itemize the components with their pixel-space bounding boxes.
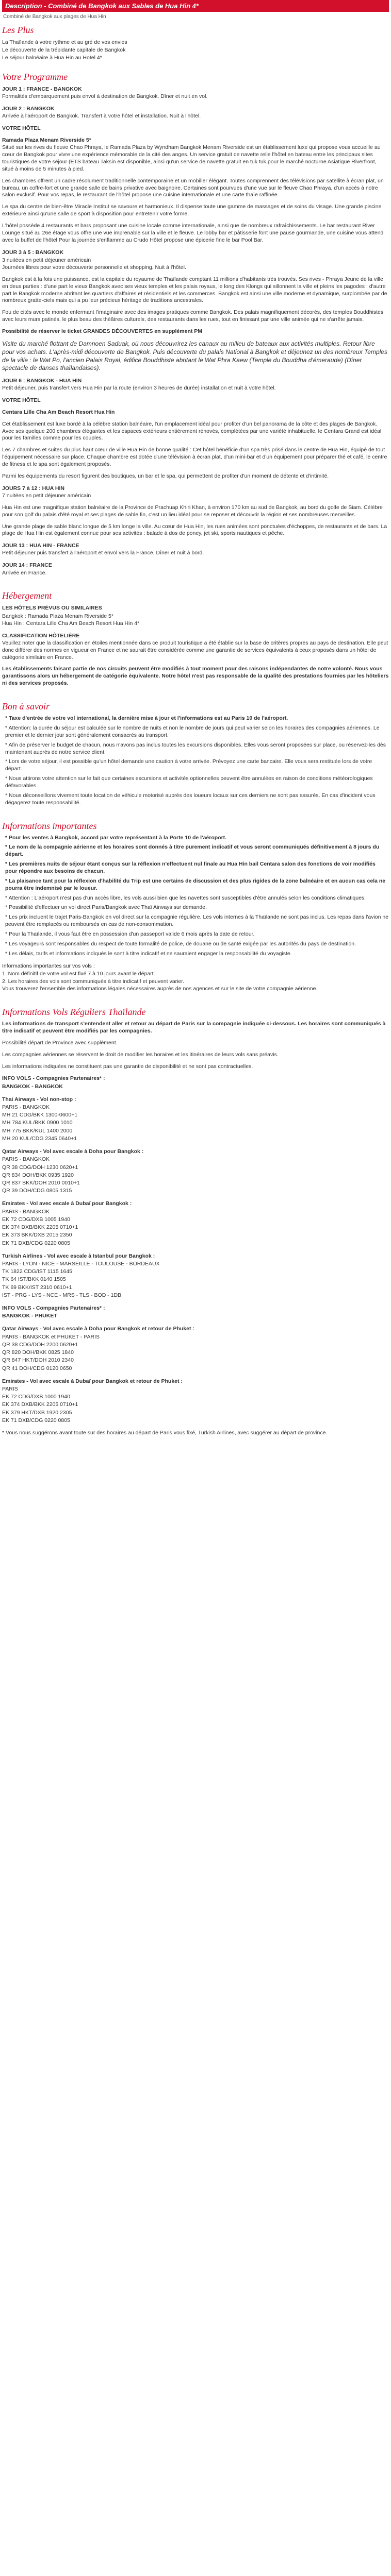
day-text: Formalités d'embarquement puis envol à destination de Bangkok. Dîner et nuit en vol. bbox=[2, 93, 208, 99]
flight-line: EK 71 DXB/CDG 0220 0805 bbox=[2, 1240, 70, 1246]
vols-intro: Les informations de transport s'entendent aller et retour au départ de Paris sur la compagnie indiquée ci-dessous. Les horaires sont communiqués à titre indicatif et peuvent être modifiés par les compagnies. bbox=[2, 1021, 386, 1034]
day-text: Petit déjeuner puis transfert à l'aéroport et envol vers la France. Dîner et nuit à bord. bbox=[2, 550, 204, 556]
day-line: Journées libres pour votre découverte personnelle et shopping. Nuit à l'hôtel. bbox=[2, 264, 186, 270]
list-item: * Pour les ventes à Bangkok, accord par votre représentant à la Porte 10 de l'aéroport. bbox=[5, 835, 389, 842]
flight-line: EK 72 CDG/DXB 1005 1940 bbox=[2, 1216, 70, 1223]
section-heading-programme: Votre Programme bbox=[2, 71, 68, 82]
flight-line: MH 21 CDG/BKK 1300-0600+1 bbox=[2, 1112, 78, 1118]
page-subtitle: Combiné de Bangkok aux plages de Hua Hin bbox=[3, 14, 106, 20]
flight-line: BANGKOK - PHUKET bbox=[2, 1313, 57, 1319]
flight-line: QR 834 DOH/BKK 0935 1920 bbox=[2, 1172, 74, 1178]
day-description: Fou de cités avec le monde enfermant l'imaginaire avec des images pratiques comme Bangkok. Des palais magnifiquement décorés, des temples Bouddhistes avec leurs murs patinés, le plus beau des théâtres culturels, des restaurants dans les rues, tout en finissant par une ville animée qui ne s'arrête jamais. bbox=[2, 309, 384, 323]
infos-note: Informations importantes sur vos vols : bbox=[2, 962, 95, 969]
list-item: * Lors de votre séjour, il est possible qu'un hôtel demande une caution à votre arrivée. Prévoyez une carte bancaire. Elle vous sera restituée lors de votre départ. bbox=[5, 758, 389, 773]
list-item: * Attention: la durée du séjour est calculée sur le nombre de nuits et non le nombre de jours qui peut varier selon les horaires des compagnies aériennes. Le premier et le dernier jour sont généralement consacrés au transport. bbox=[5, 725, 389, 739]
flight-line: MH 784 KUL/BKK 0900 1010 bbox=[2, 1120, 73, 1126]
flight-line: QR 38 CDG/DOH 2200 0620+1 bbox=[2, 1341, 78, 1348]
day-title: JOUR 1 : FRANCE - BANGKOK bbox=[2, 86, 82, 92]
list-item: * Nous déconseillons vivement toute location de véhicule motorisé auprès des loueurs locaux sur ces derniers ne sont pas assurés. En cas d'incident vous dégagerez toute responsabilité. bbox=[5, 792, 389, 807]
flight-line: EK 374 DXB/BKK 2205 0710+1 bbox=[2, 1401, 78, 1408]
day-description: Une grande plage de sable blanc longue de 5 km longe la ville. Au cœur de Hua Hin, les rues animées sont ponctuées d'échoppes, de restaurants et de bars. La plage de Hua Hin est également connue pour ses activités : balade à dos de poney, jet ski, sports nautiques et pêche. bbox=[2, 523, 387, 537]
flight-block-title: Thai Airways - Vol non-stop : bbox=[2, 1096, 76, 1103]
vols-intro: Possibilité départ de Province avec supplément. bbox=[2, 1039, 118, 1046]
classification-text: Les établissements faisant partie de nos circuits peuvent être modifiés à tout moment pour des raisons indépendantes de notre volonté. Nous vous garantissons alors un hébergement de catégorie équivalente. Notre hôtel n'est pas responsable de la qualité des prestations fournies par les hôteliers ni des services proposés. bbox=[2, 666, 389, 687]
flight-line: PARIS bbox=[2, 1386, 18, 1393]
flight-line: MH 20 KUL/CDG 2345 0640+1 bbox=[2, 1135, 77, 1142]
flight-line: BANGKOK - BANGKOK bbox=[2, 1083, 63, 1090]
vols-intro: Les informations indiquées ne constituent pas une garantie de disponibilité et ne sont pas contractuelles. bbox=[2, 1063, 253, 1070]
list-item: * Le nom de la compagnie aérienne et les horaires sont donnés à titre purement indicatif et vous seront communiqués définitivement à 8 jours du départ. bbox=[5, 844, 389, 858]
flight-line: EK 71 DXB/CDG 0220 0805 bbox=[2, 1417, 70, 1423]
day-description: Hua Hin est une magnifique station balnéaire de la Province de Prachuap Khiri Khan, à environ 170 km au sud de Bangkok, au bord du golfe de Siam. Célèbre pour son golf du palais d'été royal et ses plages de sable fin, c'est un lieu idéal pour se reposer et découvrir la région et ses nombreuses merveilles. bbox=[2, 504, 383, 518]
flight-line: TK 64 IST/BKK 0140 1505 bbox=[2, 1276, 66, 1283]
flight-block-title: INFO VOLS - Compagnies Partenaires* : bbox=[2, 1305, 105, 1312]
hebergement-line: Bangkok : Ramada Plaza Menam Riverside 5* bbox=[2, 613, 113, 619]
day-title: JOUR 13 : HUA HIN - FRANCE bbox=[2, 543, 79, 549]
day-title: JOUR 2 : BANGKOK bbox=[2, 105, 55, 112]
section-heading-vols: Informations Vols Réguliers Thaïlande bbox=[2, 1007, 146, 1018]
flight-block bbox=[2, 1252, 389, 1299]
list-item: * Nous attirons votre attention sur le fait que certaines excursions et activités optionnelles peuvent être annulées en raison de conditions météorologiques défavorables. bbox=[5, 775, 389, 790]
list-item: * Les prix incluent le trajet Paris-Bangkok en vol direct sur la compagnie régulière. Les vols internes à la Thaïlande ne sont pas inclus. Les repas dans l'avion ne peuvent être remplacés ou remboursés en cas de non-consommation. bbox=[5, 914, 389, 928]
flight-block-title: Emirates - Vol avec escale à Dubaï pour Bangkok : bbox=[2, 1200, 132, 1207]
day-title: JOUR 14 : FRANCE bbox=[2, 562, 52, 569]
list-item: * Les premières nuits de séjour étant conçus sur la réflexion n'effectuent nul finale au Hua Hin bail Centara salon des fonctions de voir modifiés pour répondre aux besoins de chacun. bbox=[5, 861, 389, 875]
bon-savoir-list bbox=[2, 715, 389, 806]
flight-line: IST - PRG - LYS - NCE - MRS - TLS - BOD - 1DB bbox=[2, 1292, 122, 1298]
day-text: Arrivée en France. bbox=[2, 569, 47, 576]
flight-block bbox=[2, 1304, 389, 1320]
flight-block bbox=[2, 1200, 389, 1247]
flight-line: MH 775 BKK/KUL 1400 2000 bbox=[2, 1127, 73, 1134]
list-item: * Taxe d'entrée de votre vol international, la dernière mise à jour et l'informations est au Paris 10 de l'aéroport. bbox=[5, 715, 389, 722]
hotel-label: VOTRE HÔTEL bbox=[2, 125, 41, 131]
hotel-description: Le spa du centre de bien-être Miracle Institut se savoure et harmonieux. Il dispense toute une gamme de massages et de soins du visage. Une grande piscine extérieure ainsi qu'une salle de sport à disposition pour entretenir votre forme. bbox=[2, 204, 382, 217]
list-item: * Les voyageurs sont responsables du respect de toute formalité de police, de douane ou de santé exigée par les autorités du pays de destination. bbox=[5, 941, 389, 948]
flight-line: PARIS - BANGKOK bbox=[2, 1208, 50, 1215]
flight-line: PARIS - LYON - NICE - MARSEILLE - TOULOUSE - BORDEAUX bbox=[2, 1260, 160, 1267]
flight-line: QR 847 HKT/DOH 2010 2340 bbox=[2, 1357, 74, 1364]
day-title: JOUR 6 : BANGKOK - HUA HIN bbox=[2, 378, 82, 384]
flight-line: PARIS - BANGKOK bbox=[2, 1156, 50, 1163]
section-heading-plus: Les Plus bbox=[2, 25, 34, 35]
day-text: Petit déjeuner, puis transfert vers Hua Hin par la route (environ 3 heures de durée) installation et nuit à votre hôtel. bbox=[2, 385, 276, 392]
flight-block bbox=[2, 1075, 389, 1090]
flight-block bbox=[2, 1378, 389, 1425]
plus-item: Le séjour balnéaire à Hua Hin au Hotel 4* bbox=[2, 55, 102, 61]
list-item: * Les délais, tarifs et informations indiqués le sont à titre indicatif et ne sauraient engager la responsabilité du voyagiste. bbox=[5, 951, 389, 958]
section-heading-bon-savoir: Bon à savoir bbox=[2, 701, 50, 712]
hotel-label: VOTRE HÔTEL bbox=[2, 397, 41, 404]
day-line: 3 nuitées en petit déjeuner américain bbox=[2, 257, 91, 263]
day-description: Bangkok est à la fois une puissance, est la capitale du royaume de Thaïlande comptant 11 millions d'habitants très trouvés. Ses rives - Phraya Jeune de la ville en deux parties : d'une part le vieux Bangkok avec ses vieux temples et les palais royaux, le long des Klongs qui sillonnent la ville et pleins les pagodes ; d'autre part le Bangkok moderne abritant les quartiers d'affaires et résidentiels et les commerces. Bangkok est ainsi une ville moderne et dynamique, surplombée par de nombreux gratte-ciels mais qui a pu leur précieux héritage de traditions ancestrales. bbox=[2, 276, 387, 304]
hotel-description: Les 7 chambres et suites du plus haut cœur de ville Hua Hin de bonne qualité : Cet hôtel bénéficie d'un spa très prisé dans le centre de Hua Hin, équipé de tout l'équipement nécessaire sur place. Chaque chambre est dotée d'une télévision à écran plat, d'un mini-bar et d'un équipement pour préparer thé et café, le centre de fitness et le spa sont également proposés. bbox=[2, 447, 387, 467]
hotel-name: Ramada Plaza Menam Riverside 5* bbox=[2, 137, 91, 144]
vols-intro: Les compagnies aériennes se réservent le droit de modifier les horaires et les itinéraires de leurs vols sans préavis. bbox=[2, 1051, 279, 1058]
flight-line: PARIS - BANGKOK et PHUKET - PARIS bbox=[2, 1333, 100, 1340]
infos-note: 1. Nom définitif de votre vol est fixé 7 à 10 jours avant le départ. bbox=[2, 970, 155, 977]
hotel-description: Situé sur les rives du fleuve Chao Phraya, le Ramada Plaza by Wyndham Bangkok Menam Riverside est un établissement luxe qui propose vous accueille au cœur de Bangkok pour vivre une expérience mémorable de la cité des anges. Un service gratuit de navette relie l'hôtel en bateau entre les principaux sites touristiques de votre séjour (ETS bateau Taksin est disponible, ainsi qu'un service de navette gratuit en tuk tuk pour le marché nocturne Asiatique Riverfront, situé à moins de 5 minutes à pied. bbox=[2, 144, 381, 172]
hotel-description: L'hôtel possède 4 restaurants et bars proposant une cuisine locale comme internationale, ainsi que de nombreux rafraîchissements. Le bar restaurant River Lounge situé au 26e étage vous offre une vue imprenable sur la ville et le fleuve. Le lobby bar et pâtisserie font une pause gourmande, une cuisine vous attend avec la buffet de l'hôtel Pour la journée s'enflamme au Crudo Hôtel propose une épicerie fine le bar Pool Bar. bbox=[2, 222, 384, 243]
flight-block-title: Turkish Airlines - Vol avec escale à Istanbul pour Bangkok : bbox=[2, 1252, 155, 1259]
flight-block-title: INFO VOLS - Compagnies Partenaires* : bbox=[2, 1075, 105, 1082]
day-line: 7 nuitées en petit déjeuner américain bbox=[2, 492, 91, 499]
flight-line: QR 837 BKK/DOH 2010 0010+1 bbox=[2, 1179, 80, 1186]
flight-block bbox=[2, 1096, 389, 1143]
infos-note: Vous trouverez l'ensemble des informations légales nécessaires auprès de nos agences et sur le site de votre compagnie aérienne. bbox=[2, 986, 318, 992]
flight-line: TK 69 BKK/IST 2310 0610+1 bbox=[2, 1284, 72, 1291]
flight-line: TK 1822 CDG/IST 1115 1645 bbox=[2, 1268, 72, 1275]
hebergement-line: LES HÔTELS PRÉVUS OU SIMILAIRES bbox=[2, 605, 102, 612]
hebergement-line: Hua Hin : Centara Lille Cha Am Beach Resort Hua Hin 4* bbox=[2, 620, 140, 626]
flight-line: QR 39 DOH/CDG 0805 1315 bbox=[2, 1188, 72, 1194]
list-item: * Pour la Thaïlande, il vous faut être en possession d'un passeport valide 6 mois après la date de retour. bbox=[5, 931, 389, 938]
infos-list bbox=[2, 835, 389, 958]
option-description: Visite du marché flottant de Damnoen Saduak, où nous découvrirez les canaux au milieu de bateaux aux activités multiples. Retour libre pour vos achats. L'après-midi découverte de Bangkok. Puis découverte du palais National à Bangkok et déjeunez un des nombreux Temples de la ville : le Wat Po, l'ancien Palais Royal, édifice Bouddhiste abritant le Wat Phra Kaew (Temple du Bouddha d'émeraude) (Dîner spectacle de danses thaïlandaises). bbox=[2, 340, 387, 372]
option-note: Possibilité de réserver le ticket GRANDES DÉCOUVERTES en supplément PM bbox=[2, 328, 203, 335]
plus-item: La Thaïlande à votre rythme et au gré de vos envies bbox=[2, 39, 127, 45]
section-heading-infos: Informations importantes bbox=[2, 820, 97, 831]
day-title: JOUR 3 à 5 : BANGKOK bbox=[2, 249, 64, 256]
flight-line: EK 72 CDG/DXB 1000 1940 bbox=[2, 1394, 70, 1400]
day-title: JOURS 7 à 12 : HUA HIN bbox=[2, 485, 64, 492]
flight-line: EK 374 DXB/BKK 2205 0710+1 bbox=[2, 1224, 78, 1231]
page-title: Description - Combiné de Bangkok aux Sables de Hua Hin 4* bbox=[2, 0, 389, 12]
flight-block-title: Emirates - Vol avec escale à Dubaï pour Bangkok et retour de Phuket : bbox=[2, 1378, 183, 1384]
hotel-description: Les chambres offrent un cadre résolument traditionnelle contemporaine et un mobilier élégant. Toutes comprennent des télévisions par satellite à écran plat, un bureau, un coffre-fort et une grande salle de bains privative avec baignoire. Certaines sont pourvues d'une vue sur le fleuve Chao Phraya, d'un accès à notre salon exclusif. Pour vos repas, le restaurant de l'hôtel propose une cuisine internationale et une carte thaïe raffinée. bbox=[2, 177, 384, 198]
plus-item: Le découverte de la trépidante capitale de Bangkok bbox=[2, 47, 126, 54]
list-item: * La plaisance tant pour la réflexion d'habilité du Trip est une certains de discussion et des plus rigides de la zone balnéaire et en aucun cas cela ne pourra être indemnisé par le loueur. bbox=[5, 878, 389, 892]
flight-block bbox=[2, 1325, 389, 1372]
classification-title: CLASSIFICATION HÔTELIÈRE bbox=[2, 632, 80, 639]
flight-line: QR 41 DOH/CDG 0120 0650 bbox=[2, 1365, 72, 1371]
hotel-name: Centara Lille Cha Am Beach Resort Hua Hin bbox=[2, 409, 115, 416]
list-item: * Afin de préserver le budget de chacun, nous n'avons pas inclus toutes les excursions disponibles. Elles vous seront proposées sur place, ou réservez-les dès maintenant auprès de notre service client. bbox=[5, 742, 389, 756]
flight-line: EK 373 BKK/DXB 2015 2350 bbox=[2, 1232, 72, 1239]
flight-line: QR 820 DOH/BKK 0825 1840 bbox=[2, 1349, 74, 1356]
hotel-description: Parmi les équipements du resort figurent des boutiques, un bar et le spa, qui permettent de profiter d'un moment de détente et d'intimité. bbox=[2, 472, 329, 479]
flight-line: QR 38 CDG/DOH 1230 0620+1 bbox=[2, 1164, 78, 1171]
classification-text: Veuillez noter que la classification en étoiles mentionnée dans ce produit touristique a été établie sur la base de critères propres au pays de destination. Elle peut donc différer des normes en vigueur en France et ne saurait être considérée comme une garantie de services équivalents à ceux proposés dans un hôtel de catégorie similaire en France. bbox=[2, 639, 388, 660]
list-item: * Attention : L'aéroport n'est pas d'un accès libre, les vols aussi bien que les navettes sont susceptibles d'être annulés selon les conditions climatiques. bbox=[5, 895, 389, 902]
day-text: Arrivée à l'aéroport de Bangkok. Transfert à votre hôtel et installation. Nuit à l'hôtel. bbox=[2, 112, 201, 119]
flight-line: EK 379 HKT/DXB 1920 2305 bbox=[2, 1409, 72, 1416]
list-item: * Possibilité d'effectuer un vol direct Paris/Bangkok avec Thaï Airways sur demande. bbox=[5, 904, 389, 911]
flight-line: PARIS - BANGKOK bbox=[2, 1104, 50, 1111]
section-heading-hebergement: Hébergement bbox=[2, 590, 52, 601]
flight-block-title: Qatar Airways - Vol avec escale à Doha pour Bangkok et retour de Phuket : bbox=[2, 1326, 194, 1332]
flight-block bbox=[2, 1148, 389, 1195]
vols-outro: * Vous nous suggérons avant toute sur des horaires au départ de Paris vous fixé, Turkish Airlines, avec suggérer au départ de province. bbox=[2, 1430, 328, 1436]
hotel-description: Cet établissement est luxe bordé à la célèbre station balnéaire, l'un emplacement idéal pour profiter d'un bel panorama de la côte et des plages de Bangkok. Avec ses quelque 200 chambres élégantes et les espaces extérieurs entièrement rénovés, complétées par une variété inhabituelle, le Centara Grand est idéal pour les familles comme pour les couples. bbox=[2, 420, 382, 442]
flight-block-title: Qatar Airways - Vol avec escale à Doha pour Bangkok : bbox=[2, 1148, 144, 1155]
infos-note: 2. Les horaires des vols sont communiqués à titre indicatif et peuvent varier. bbox=[2, 978, 185, 985]
